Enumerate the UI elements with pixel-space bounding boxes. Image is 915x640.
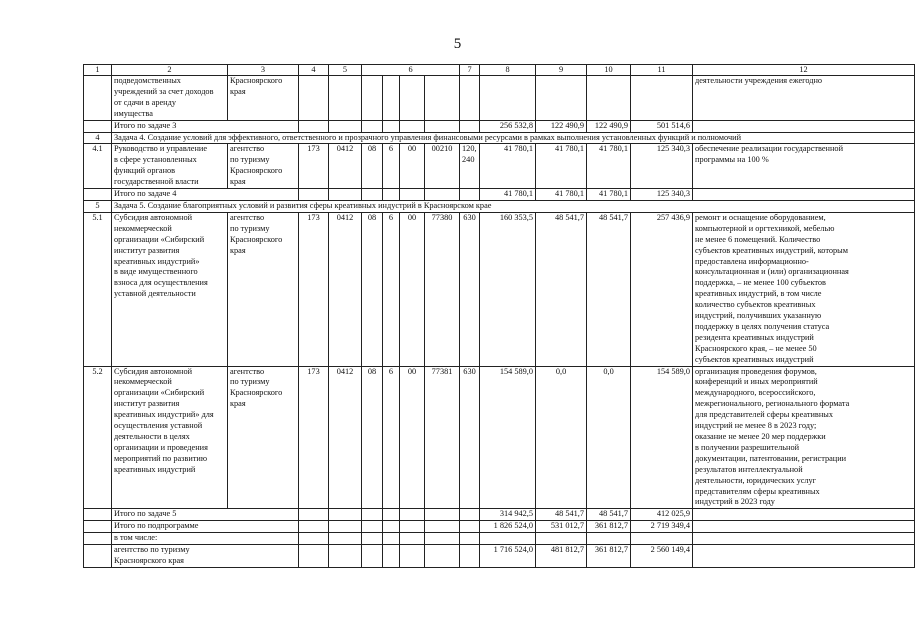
expense-type: 630 [460, 212, 480, 366]
amount-2024: 531 012,7 [536, 521, 587, 533]
amount-2023: 1 826 524,0 [480, 521, 536, 533]
task-title: Задача 4. Создание условий для эффективного, ответственного и прозрачного управления финансовыми ресурсами в рамках выполнения установленных функций и полномочий [112, 132, 915, 144]
amount-total: 501 514,6 [631, 120, 693, 132]
executor: агентство по туризму Красноярского края [228, 366, 299, 509]
section-code: 0412 [329, 366, 362, 509]
task-row [84, 200, 915, 212]
total-row [84, 509, 915, 521]
csr-code: 77380 [425, 212, 460, 366]
expense-type: 630 [460, 366, 480, 509]
header-cell: 4 [299, 65, 329, 76]
item-description: Субсидия автономной некоммерческой организации «Сибирский институт развития креативных индустрий» для осуществления уставной деятельности в целях организации и проведения мероприятий по развитию креативных индустрий [112, 366, 228, 509]
executor: Красноярского края [228, 76, 299, 121]
expected-result: ремонт и оснащение оборудованием, компьютерной и оргтехникой, мебелью не менее 6 помещений. Количество субъектов креативных индустрий, которым предоставлена информационно- консультационная и (или) организационная поддержка, – не менее 100 субъектов креативных индустрий, в том числе количество субъектов креативных индустрий, получивших указанную поддержку в целях получения статуса резидента креативных индустрий Красноярского края, – не менее 50 субъектов креативных индустрий [693, 212, 915, 366]
csr-program: 08 [362, 144, 383, 189]
amount-2025: 361 812,7 [587, 521, 631, 533]
item-number: 4.1 [84, 144, 112, 189]
table-row [84, 212, 915, 366]
grbs-code: 173 [299, 212, 329, 366]
csr-subprogram: 6 [383, 212, 400, 366]
header-cell: 2 [112, 65, 228, 76]
header-cell: 12 [693, 65, 915, 76]
section-code: 0412 [329, 212, 362, 366]
amount-2024: 0,0 [536, 366, 587, 509]
amount-2023: 41 780,1 [480, 189, 536, 201]
total-label: Итого по подпрограмме [112, 521, 299, 533]
table-row [84, 76, 915, 121]
item-description: Субсидия автономной некоммерческой организации «Сибирский институт развития креативных индустрий» в виде имущественного взноса для осуществления уставной деятельности [112, 212, 228, 366]
amount-total: 125 340,3 [631, 189, 693, 201]
header-cell: 3 [228, 65, 299, 76]
task-title: Задача 5. Создание благоприятных условий и развития сферы креативных индустрий в Красноярском крае [112, 200, 915, 212]
csr-subprogram: 6 [383, 366, 400, 509]
csr-subprogram: 6 [383, 144, 400, 189]
amount-2023: 41 780,1 [480, 144, 536, 189]
header-cell: 7 [460, 65, 480, 76]
item-number: 5.2 [84, 366, 112, 509]
csr-direction: 00 [400, 212, 425, 366]
amount-total: 2 719 349,4 [631, 521, 693, 533]
expected-result: обеспечение реализации государственной программы на 100 % [693, 144, 915, 189]
budget-table [83, 64, 915, 568]
task-number: 5 [84, 200, 112, 212]
amount-total: 257 436,9 [631, 212, 693, 366]
amount-2024: 41 780,1 [536, 189, 587, 201]
including-label: в том числе: [112, 533, 299, 545]
amount-2025: 48 541,7 [587, 212, 631, 366]
amount-2024: 481 812,7 [536, 545, 587, 568]
item-description: подведомственных учреждений за счет доходов от сдачи в аренду имущества [112, 76, 228, 121]
amount-total: 125 340,3 [631, 144, 693, 189]
csr-program: 08 [362, 366, 383, 509]
csr-code: 77381 [425, 366, 460, 509]
total-label: Итого по задаче 5 [112, 509, 299, 521]
csr-direction: 00 [400, 144, 425, 189]
amount-total: 2 560 149,4 [631, 545, 693, 568]
amount-2025: 0,0 [587, 366, 631, 509]
csr-program: 08 [362, 212, 383, 366]
amount-2024: 48 541,7 [536, 212, 587, 366]
header-cell: 11 [631, 65, 693, 76]
csr-code: 00210 [425, 144, 460, 189]
amount-2025: 361 812,7 [587, 545, 631, 568]
csr-direction: 00 [400, 366, 425, 509]
amount-2023: 154 589,0 [480, 366, 536, 509]
total-row [84, 545, 915, 568]
total-label: Итого по задаче 3 [112, 120, 299, 132]
header-cell: 5 [329, 65, 362, 76]
amount-2024: 122 490,9 [536, 120, 587, 132]
header-cell: 8 [480, 65, 536, 76]
header-cell: 10 [587, 65, 631, 76]
task-number: 4 [84, 132, 112, 144]
amount-total: 154 589,0 [631, 366, 693, 509]
total-row [84, 521, 915, 533]
amount-total: 412 025,9 [631, 509, 693, 521]
amount-2025: 122 490,9 [587, 120, 631, 132]
amount-2025: 41 780,1 [587, 144, 631, 189]
grbs-code: 173 [299, 144, 329, 189]
table-row [84, 366, 915, 509]
item-number: 5.1 [84, 212, 112, 366]
amount-2023: 256 532,8 [480, 120, 536, 132]
header-cell: 9 [536, 65, 587, 76]
table-row [84, 533, 915, 545]
header-cell: 6 [362, 65, 460, 76]
amount-2024: 41 780,1 [536, 144, 587, 189]
amount-2023: 1 716 524,0 [480, 545, 536, 568]
executor: агентство по туризму Красноярского края [228, 212, 299, 366]
amount-2025: 41 780,1 [587, 189, 631, 201]
expected-result: деятельности учреждения ежегодно [693, 76, 915, 121]
page-number: 5 [453, 36, 462, 52]
total-row [84, 189, 915, 201]
executor: агентство по туризму Красноярского края [228, 144, 299, 189]
table-row [84, 144, 915, 189]
total-label: Итого по задаче 4 [112, 189, 299, 201]
amount-2024: 48 541,7 [536, 509, 587, 521]
amount-2023: 160 353,5 [480, 212, 536, 366]
total-label: агентство по туризму Красноярского края [112, 545, 299, 568]
item-description: Руководство и управление в сфере установленных функций органов государственной власти [112, 144, 228, 189]
grbs-code: 173 [299, 366, 329, 509]
expense-type: 120, 240 [460, 144, 480, 189]
section-code: 0412 [329, 144, 362, 189]
task-row [84, 132, 915, 144]
amount-2025: 48 541,7 [587, 509, 631, 521]
header-row [84, 65, 915, 76]
amount-2023: 314 942,5 [480, 509, 536, 521]
total-row [84, 120, 915, 132]
expected-result: организация проведения форумов, конференций и иных мероприятий международного, всероссийского, межрегионального, регионального формата для представителей сферы креативных индустрий не менее 8 в 2023 году; оказание не менее 20 мер поддержки в получении разрешительной документации, патентовании, регистрации результатов интеллектуальной деятельности, юридических услуг представителям сферы креативных индустрий в 2023 году [693, 366, 915, 509]
header-cell: 1 [84, 65, 112, 76]
